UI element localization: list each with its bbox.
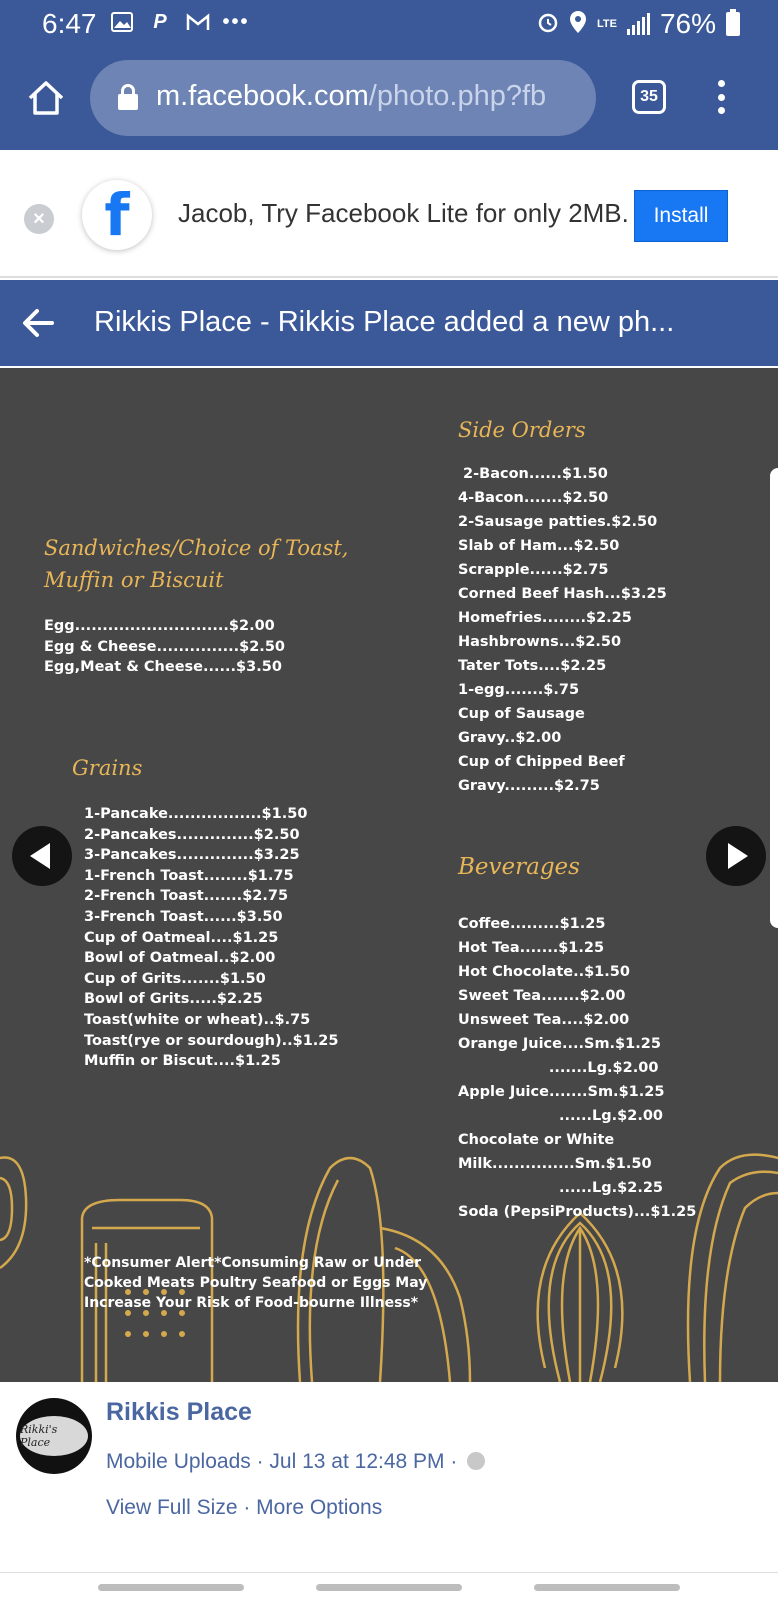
lock-icon xyxy=(118,84,138,110)
status-time: 6:47 xyxy=(42,8,97,39)
url-path: /photo.php?fb xyxy=(368,80,547,112)
status-right xyxy=(537,8,740,40)
more-options-link[interactable]: More Options xyxy=(256,1496,383,1519)
globe-icon xyxy=(467,1452,485,1470)
post-date[interactable]: Jul 13 at 12:48 PM xyxy=(269,1450,445,1473)
post-actions xyxy=(106,1496,382,1520)
divider xyxy=(0,1572,778,1573)
banner-message: Jacob, Try Facebook Lite for only 2MB. xyxy=(178,198,629,228)
view-full-size-link[interactable]: View Full Size xyxy=(106,1496,238,1519)
system-nav-home[interactable] xyxy=(316,1584,462,1591)
page-title: Rikkis Place - Rikkis Place added a new ph... xyxy=(94,306,675,338)
link-separator: · xyxy=(243,1496,257,1519)
arrow-left-icon xyxy=(12,826,72,886)
post-info xyxy=(0,1382,778,1572)
scroll-handle[interactable] xyxy=(770,468,778,928)
alarm-icon xyxy=(537,11,559,38)
arrow-right-icon xyxy=(706,826,766,886)
battery-icon xyxy=(726,12,740,36)
grains-items: 1-Pancake.................$1.50 2-Pancakes..............$2.50 3-Pancakes..............$3.25 1-French Toast........$1.75 2-French Toast.......$2.75 3-French Toast......$3.50 Cup of Oatmeal....$1.25 Bowl of Oatmeal..$2.00 Cup of Grits.......$1.50 Bowl of Grits.....$2.25 Toast(white or wheat)..$.75 Toast(rye or sourdough)..$1.25 Muffin or Biscut....$1.25 xyxy=(84,806,339,1070)
image-icon xyxy=(110,10,134,34)
side-orders-items: 2-Bacon......$1.50 4-Bacon.......$2.50 2-Sausage patties.$2.50 Slab of Ham...$2.50 Scrapple......$2.75 Corned Beef Hash...$3.25 Homefries........$2.25 Hashbrowns...$2.50 Tater Tots....$2.25 1-egg.......$.75 Cup of Sausage Gravy..$2.00 Cup of Chipped Beef Gravy.........$2.75 xyxy=(458,466,667,794)
url-text[interactable] xyxy=(156,80,546,113)
page-header xyxy=(0,280,778,366)
lite-promo-banner xyxy=(0,152,778,278)
beverages-title: Beverages xyxy=(458,854,580,880)
next-photo-button[interactable] xyxy=(706,826,766,886)
meta-separator: · xyxy=(256,1450,270,1473)
close-banner-button[interactable]: × xyxy=(24,204,54,234)
gmail-icon xyxy=(186,10,210,34)
avatar[interactable] xyxy=(16,1398,92,1474)
back-arrow-icon xyxy=(20,306,56,340)
consumer-alert: *Consumer Alert*Consuming Raw or Under Cooked Meats Poultry Seafood or Eggs May Increase Your Risk of Food-bourne Illness* xyxy=(84,1255,428,1311)
post-meta xyxy=(106,1450,485,1474)
signal-icon xyxy=(627,13,650,35)
beverages-items: Coffee.........$1.25 Hot Tea.......$1.25 Hot Chocolate..$1.50 Sweet Tea.......$2.00 Unsweet Tea....$2.00 Orange Juice....Sm.$1.25 .......Lg.$2.00 Apple Juice.......Sm.$1.25 ......Lg.$2.00 Chocolate or White Milk...............Sm.$1.50 ......Lg.$2.25 Soda (PepsiProducts)...$1.25 xyxy=(458,916,697,1220)
browser-menu-button[interactable] xyxy=(716,80,726,114)
avatar-logo-text: Rikki's Place xyxy=(20,1416,88,1456)
location-icon xyxy=(569,10,587,39)
meta-separator: · xyxy=(450,1450,464,1473)
url-domain: m.facebook.com xyxy=(156,80,369,112)
install-button[interactable]: Install xyxy=(634,190,728,242)
battery-level: 76% xyxy=(659,8,716,39)
home-icon xyxy=(26,78,66,118)
browser-chrome xyxy=(0,0,778,150)
sandwiches-items: Egg............................$2.00 Egg & Cheese...............$2.50 Egg,Meat & Cheese......$3.50 xyxy=(44,618,285,676)
status-bar xyxy=(0,0,778,48)
notification-icons xyxy=(110,10,248,34)
more-icon: ••• xyxy=(222,10,250,33)
grains-title: Grains xyxy=(72,756,143,780)
back-button[interactable] xyxy=(20,306,56,340)
system-nav-recent[interactable] xyxy=(98,1584,244,1591)
sandwiches-title: Sandwiches/Choice of Toast, Muffin or Biscuit xyxy=(44,536,349,592)
previous-photo-button[interactable] xyxy=(12,826,72,886)
album-link[interactable]: Mobile Uploads xyxy=(106,1450,251,1473)
facebook-logo-icon: f xyxy=(82,180,152,250)
system-nav-back[interactable] xyxy=(534,1584,680,1591)
tabs-button[interactable]: 35 xyxy=(632,80,666,114)
side-orders-title: Side Orders xyxy=(458,418,586,442)
network-type: LTE xyxy=(596,18,617,30)
address-bar[interactable] xyxy=(90,60,596,136)
home-button[interactable] xyxy=(26,78,66,118)
menu-photo[interactable] xyxy=(0,368,778,1382)
page-name-link[interactable]: Rikkis Place xyxy=(106,1398,252,1426)
paypal-icon: P xyxy=(153,10,167,33)
